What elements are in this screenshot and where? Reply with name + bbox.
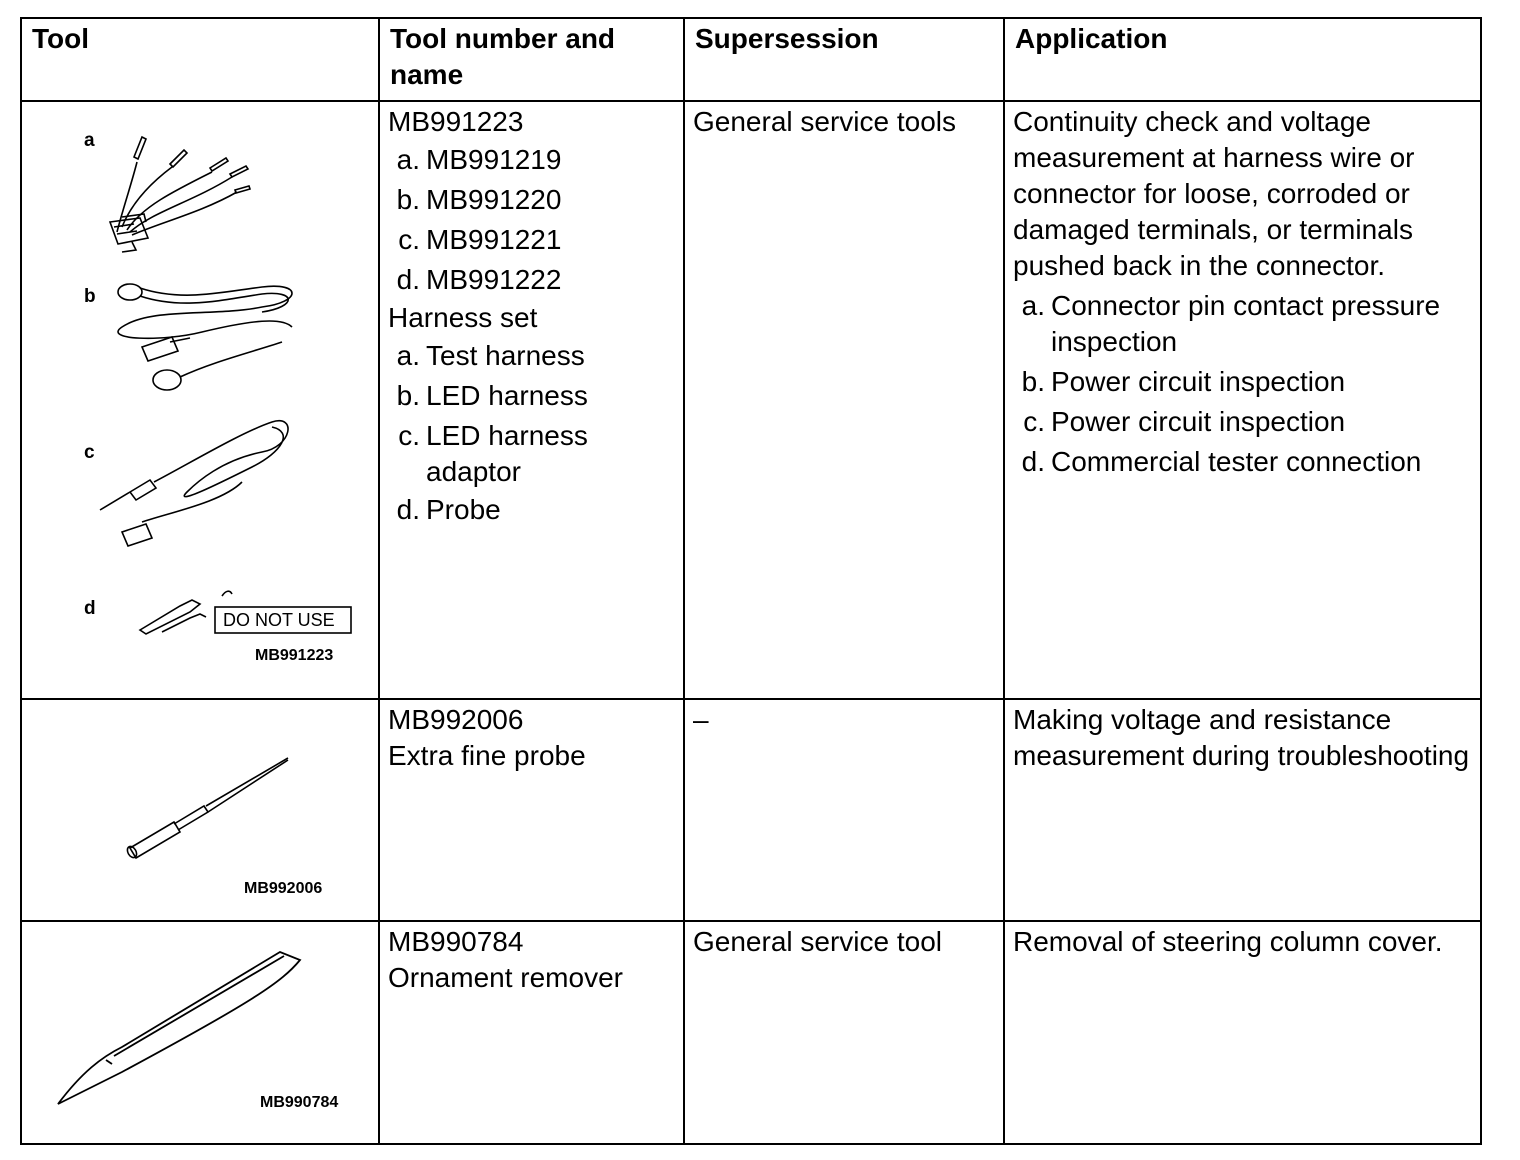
figure-caption: MB991223 bbox=[255, 647, 334, 664]
supersession-cell bbox=[684, 699, 1004, 921]
figure-label-d: d bbox=[84, 598, 96, 619]
supersession-text: – bbox=[693, 704, 709, 735]
sub-letter: d. bbox=[396, 264, 420, 295]
led-harness-drawing bbox=[118, 284, 292, 390]
tool-number-cell bbox=[379, 921, 684, 1144]
figure-caption: MB992006 bbox=[244, 880, 323, 897]
sub-number-item bbox=[388, 260, 675, 300]
header-tool: Tool bbox=[21, 18, 379, 101]
sub-number-item bbox=[388, 180, 675, 220]
tool-number: MB991223 bbox=[388, 106, 524, 137]
sub-letter: c. bbox=[398, 224, 420, 255]
tool-name: Harness set bbox=[388, 302, 538, 333]
application-cell bbox=[1004, 101, 1481, 699]
sub-name: LED harness bbox=[426, 380, 588, 411]
table-row bbox=[21, 101, 1481, 699]
sub-letter: a. bbox=[396, 340, 420, 371]
sub-letter: d. bbox=[396, 494, 420, 525]
application-item bbox=[1013, 364, 1472, 400]
harness-set-drawing bbox=[22, 102, 378, 698]
tool-number-cell bbox=[379, 699, 684, 921]
sub-number: MB991220 bbox=[426, 184, 562, 215]
application-item bbox=[1013, 288, 1472, 360]
sub-letter: c. bbox=[398, 420, 420, 451]
extra-fine-probe-illustration bbox=[22, 700, 378, 920]
app-letter: b. bbox=[1021, 366, 1045, 397]
tool-name: Ornament remover bbox=[388, 962, 623, 993]
sub-number-item bbox=[388, 140, 675, 180]
tool-figure-cell bbox=[21, 101, 379, 699]
sub-letter: a. bbox=[396, 144, 420, 175]
sub-letter: b. bbox=[396, 184, 420, 215]
sub-number-item bbox=[388, 220, 675, 260]
ornament-remover-illustration bbox=[22, 922, 378, 1143]
app-letter: a. bbox=[1021, 290, 1045, 321]
table-row bbox=[21, 921, 1481, 1144]
application-cell bbox=[1004, 921, 1481, 1144]
sub-number: MB991219 bbox=[426, 144, 562, 175]
app-item-text: Power circuit inspection bbox=[1051, 366, 1346, 397]
app-item-text: Power circuit inspection bbox=[1051, 406, 1346, 437]
sub-name-item bbox=[388, 336, 675, 376]
header-number-name: Tool number and name bbox=[379, 18, 684, 101]
application-item bbox=[1013, 404, 1472, 440]
probe-drawing bbox=[140, 591, 232, 634]
sub-letter: b. bbox=[396, 380, 420, 411]
sub-number: MB991222 bbox=[426, 264, 562, 295]
supersession-cell bbox=[684, 921, 1004, 1144]
figure-label-b: b bbox=[84, 286, 96, 307]
supersession-text: General service tools bbox=[693, 106, 957, 137]
app-letter: c. bbox=[1023, 406, 1045, 437]
harness-set-illustration bbox=[22, 102, 378, 698]
sub-name-item bbox=[388, 418, 675, 490]
application-text: Continuity check and voltage measurement at harness wire or connector for loose, corroded or damaged terminals, or terminals pushed back in the connector. bbox=[1013, 106, 1415, 281]
header-row bbox=[21, 18, 1481, 101]
ornament-remover-drawing bbox=[22, 922, 378, 1142]
header-supersession: Supersession bbox=[684, 18, 1004, 101]
do-not-use-warning: DO NOT USE bbox=[223, 610, 335, 630]
application-text: Making voltage and resistance measurement during troubleshooting bbox=[1013, 704, 1470, 771]
tool-number: MB992006 bbox=[388, 704, 524, 735]
tool-figure-cell bbox=[21, 699, 379, 921]
app-item-text: Commercial tester connection bbox=[1051, 446, 1422, 477]
tool-figure-cell bbox=[21, 921, 379, 1144]
figure-label-a: a bbox=[84, 130, 95, 151]
table-row bbox=[21, 699, 1481, 921]
sub-name: LED harness adaptor bbox=[426, 420, 588, 487]
supersession-cell bbox=[684, 101, 1004, 699]
figure-label-c: c bbox=[84, 442, 95, 463]
application-text: Removal of steering column cover. bbox=[1013, 926, 1443, 957]
figure-caption: MB990784 bbox=[260, 1094, 339, 1111]
sub-name: Test harness bbox=[426, 340, 585, 371]
tool-name: Extra fine probe bbox=[388, 740, 586, 771]
sub-name: Probe bbox=[426, 494, 501, 525]
header-application: Application bbox=[1004, 18, 1481, 101]
sub-name-item bbox=[388, 376, 675, 416]
test-harness-drawing bbox=[110, 137, 250, 252]
app-item-text: Connector pin contact pressure inspection bbox=[1051, 290, 1441, 357]
led-harness-adaptor-drawing bbox=[100, 421, 288, 546]
sub-number: MB991221 bbox=[426, 224, 562, 255]
sub-name-item bbox=[388, 490, 675, 530]
tool-number: MB990784 bbox=[388, 926, 524, 957]
application-cell bbox=[1004, 699, 1481, 921]
tool-number-cell bbox=[379, 101, 684, 699]
extra-fine-probe-drawing bbox=[22, 700, 378, 920]
special-tools-table bbox=[20, 17, 1482, 1145]
app-letter: d. bbox=[1021, 446, 1045, 477]
supersession-text: General service tool bbox=[693, 926, 943, 957]
application-item bbox=[1013, 444, 1472, 480]
